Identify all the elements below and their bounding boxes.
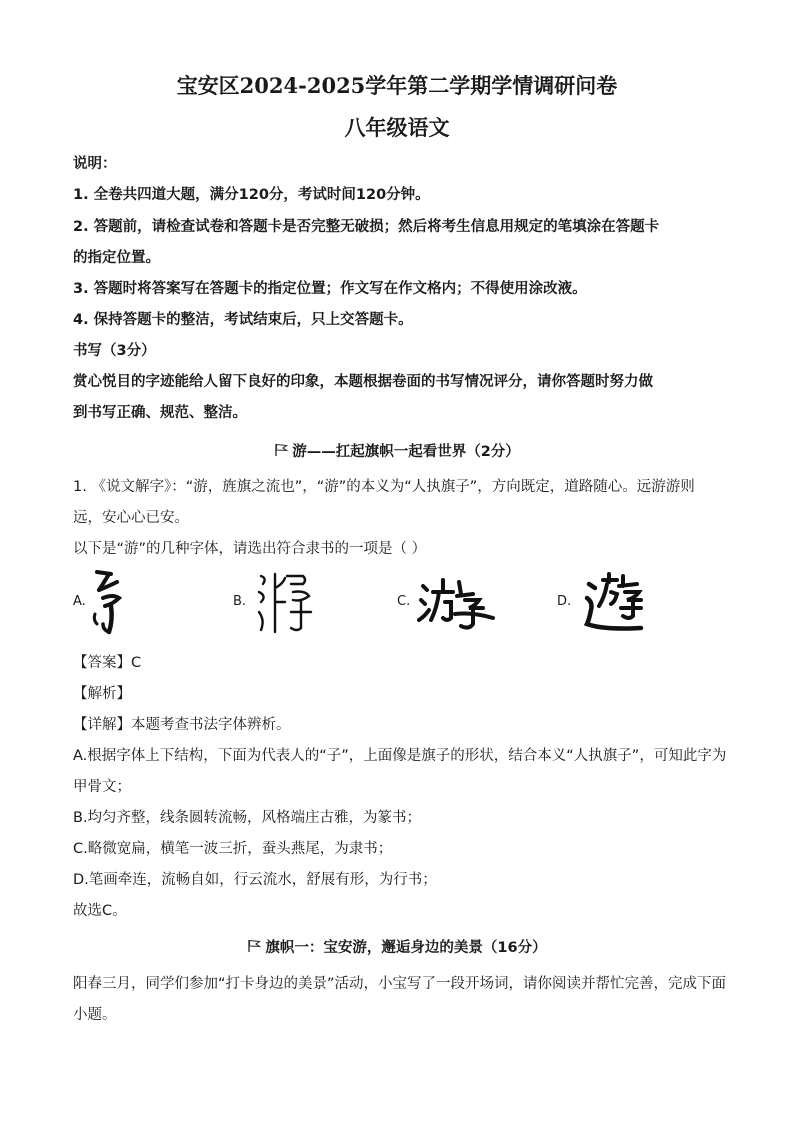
instructions-heading: 说明：: [73, 156, 117, 172]
section2-text: 小题。: [73, 1007, 117, 1023]
analysis-label: 【解析】: [73, 686, 131, 702]
detail-line: 【详解】本题考查书法字体辨析。: [73, 717, 291, 733]
clerical-script-you-icon: [417, 572, 495, 632]
explain-line: D.笔画牵连，流畅自如，行云流水，舒展有形，为行书；: [73, 872, 437, 888]
writing-text: 到书写正确、规范、整洁。: [73, 405, 247, 421]
flag-icon: [274, 443, 288, 457]
seal-script-you-icon: [255, 568, 315, 638]
flag-icon: [247, 939, 261, 953]
option-c[interactable]: [397, 568, 547, 638]
explain-line: 故选C。: [73, 903, 127, 919]
question-text: 远，安心心已安。: [73, 510, 189, 526]
instruction-item: 的指定位置。: [73, 250, 160, 266]
question-text: 1. 《说文解字》：“游，旌旗之流也”，“游”的本义为“人执旗子”，方向既定，道路随心。远游游则: [73, 479, 695, 495]
option-d[interactable]: [557, 568, 707, 638]
section1-heading-text: 游——扛起旗帜一起看世界（2分）: [292, 444, 520, 460]
section2-heading: [0, 936, 794, 957]
explain-line: 甲骨文；: [73, 779, 131, 795]
oracle-bone-you-icon: [89, 568, 129, 638]
section2-heading-text: 旗帜一：宝安游，邂逅身边的美景（16分）: [265, 940, 547, 956]
explain-line: A.根据字体上下结构，下面为代表人的“子”，上面像是旗子的形状，结合本义“人执旗子”，可知此字为: [73, 748, 727, 764]
exam-subtitle: 八年级语文: [344, 115, 450, 140]
explain-line: B.均匀齐整，线条圆转流畅，风格端庄古雅，为篆书；: [73, 810, 422, 826]
section1-heading: [0, 440, 794, 461]
option-d-label: D.: [557, 594, 572, 609]
question-text: 以下是“游”的几种字体，请选出符合隶书的一项是（ ）: [73, 541, 427, 557]
option-b-label: B.: [233, 594, 247, 609]
option-b[interactable]: [233, 568, 383, 638]
option-a[interactable]: [73, 568, 223, 638]
section2-text: 阳春三月，同学们参加“打卡身边的美景”活动，小宝写了一段开场词，请你阅读并帮忙完善，完成下面: [73, 976, 727, 992]
writing-heading: 书写（3分）: [73, 343, 156, 359]
option-c-label: C.: [397, 594, 411, 609]
running-script-you-icon: [583, 570, 647, 634]
explain-line: C.略微宽扁，横笔一波三折，蚕头燕尾，为隶书；: [73, 841, 393, 857]
instruction-item: 2. 答题前，请检查试卷和答题卡是否完整无破损；然后将考生信息用规定的笔填涂在答题卡: [73, 219, 660, 235]
exam-title: 宝安区2024-2025学年第二学期学情调研问卷: [176, 73, 618, 98]
instruction-item: 3. 答题时将答案写在答题卡的指定位置；作文写在作文格内；不得使用涂改液。: [73, 281, 587, 297]
option-a-label: A.: [73, 594, 86, 609]
answer-line: 【答案】C: [73, 655, 142, 671]
instruction-item: 4. 保持答题卡的整洁，考试结束后，只上交答题卡。: [73, 312, 413, 328]
writing-text: 赏心悦目的字迹能给人留下良好的印象，本题根据卷面的书写情况评分，请你答题时努力做: [73, 374, 653, 390]
instruction-item: 1. 全卷共四道大题，满分120分，考试时间120分钟。: [73, 187, 430, 203]
